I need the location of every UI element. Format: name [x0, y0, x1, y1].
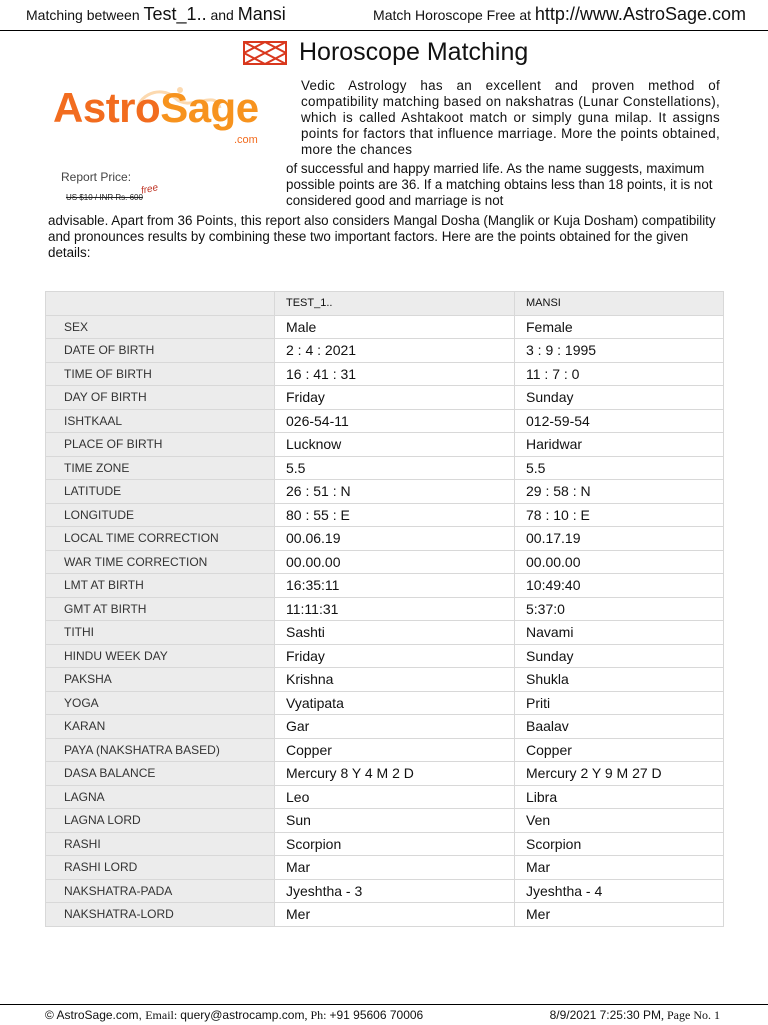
row-label: TIME ZONE — [46, 456, 275, 480]
row-value-person2: 5.5 — [515, 456, 724, 480]
row-label: DASA BALANCE — [46, 762, 275, 786]
logo-astro-text: Astro — [53, 84, 161, 131]
table-row — [46, 691, 724, 715]
table-row — [46, 409, 724, 433]
table-row — [46, 903, 724, 927]
row-label: RASHI — [46, 832, 275, 856]
row-label: HINDU WEEK DAY — [46, 644, 275, 668]
row-label: DATE OF BIRTH — [46, 339, 275, 363]
row-value-person2: Navami — [515, 621, 724, 645]
row-value-person1: Lucknow — [275, 433, 515, 457]
row-value-person2: Mar — [515, 856, 724, 880]
row-value-person2: 00.00.00 — [515, 550, 724, 574]
table-row — [46, 738, 724, 762]
logo-com-text: .com — [234, 134, 258, 146]
row-label: LAGNA LORD — [46, 809, 275, 833]
row-value-person1: Sun — [275, 809, 515, 833]
row-value-person2: Baalav — [515, 715, 724, 739]
table-row — [46, 386, 724, 410]
page-footer — [0, 1004, 768, 1025]
row-label: RASHI LORD — [46, 856, 275, 880]
row-value-person1: Krishna — [275, 668, 515, 692]
header-matching-title — [26, 4, 286, 25]
table-header-person2: MANSI — [515, 292, 724, 316]
row-label: TIME OF BIRTH — [46, 362, 275, 386]
row-label: LMT AT BIRTH — [46, 574, 275, 598]
table-row — [46, 433, 724, 457]
intro-paragraph-part2: of successful and happy married life. As the name suggests, maximum possible points are 36. If a matching obtains less than 18 points, it is not considered good and marriage is not — [286, 161, 713, 208]
table-row — [46, 339, 724, 363]
table-row — [46, 879, 724, 903]
row-value-person2: Mer — [515, 903, 724, 927]
row-value-person1: Copper — [275, 738, 515, 762]
table-row — [46, 480, 724, 504]
row-value-person2: Female — [515, 315, 724, 339]
table-header-person1: TEST_1.. — [275, 292, 515, 316]
row-value-person1: Vyatipata — [275, 691, 515, 715]
footer-email-link[interactable]: query@astrocamp.com — [180, 1008, 305, 1022]
row-value-person2: Mercury 2 Y 9 M 27 D — [515, 762, 724, 786]
table-row — [46, 597, 724, 621]
footer-datetime: 8/9/2021 7:25:30 PM — [549, 1008, 661, 1022]
report-price-label: Report Price: — [61, 170, 132, 184]
row-value-person1: Mar — [275, 856, 515, 880]
row-value-person2: 11 : 7 : 0 — [515, 362, 724, 386]
report-price-free-stamp: free — [140, 182, 160, 197]
row-label: ISHTKAAL — [46, 409, 275, 433]
row-value-person1: Scorpion — [275, 832, 515, 856]
row-value-person2: 78 : 10 : E — [515, 503, 724, 527]
row-value-person2: Scorpion — [515, 832, 724, 856]
table-body — [46, 315, 724, 926]
row-label: KARAN — [46, 715, 275, 739]
row-value-person1: Mer — [275, 903, 515, 927]
row-value-person2: Haridwar — [515, 433, 724, 457]
row-value-person1: 00.06.19 — [275, 527, 515, 551]
table-row — [46, 574, 724, 598]
row-value-person2: Priti — [515, 691, 724, 715]
astrosage-logo — [53, 84, 259, 132]
footer-copyright: © AstroSage.com, — [45, 1008, 146, 1022]
page-header — [0, 0, 768, 31]
row-value-person2: 29 : 58 : N — [515, 480, 724, 504]
header-prefix: Matching between — [26, 7, 144, 23]
row-label: PAYA (NAKSHATRA BASED) — [46, 738, 275, 762]
header-name1: Test_1.. — [143, 4, 207, 24]
row-value-person2: Ven — [515, 809, 724, 833]
row-value-person2: 00.17.19 — [515, 527, 724, 551]
row-value-person1: 00.00.00 — [275, 550, 515, 574]
row-value-person1: Friday — [275, 386, 515, 410]
table-row — [46, 785, 724, 809]
row-value-person2: 10:49:40 — [515, 574, 724, 598]
horoscope-chart-icon — [243, 41, 287, 65]
row-value-person1: 80 : 55 : E — [275, 503, 515, 527]
table-row — [46, 644, 724, 668]
intro-paragraph-part1: Vedic Astrology has an excellent and proven method of compatibility matching based on nakshatras (Lunar Constellations), which is called Ashtakoot match or simply guna milap. It assigns points for factors that influence marriage. More the points obtained, more the chances — [301, 78, 720, 157]
row-label: LAGNA — [46, 785, 275, 809]
row-value-person1: Mercury 8 Y 4 M 2 D — [275, 762, 515, 786]
report-price-value: US $10 / INR Rs. 600 — [66, 193, 143, 202]
row-value-person2: Jyeshtha - 4 — [515, 879, 724, 903]
table-row — [46, 527, 724, 551]
row-label: PAKSHA — [46, 668, 275, 692]
table-row — [46, 503, 724, 527]
row-value-person2: Sunday — [515, 386, 724, 410]
page-title: Horoscope Matching — [299, 38, 529, 66]
row-value-person1: Male — [275, 315, 515, 339]
row-value-person1: Gar — [275, 715, 515, 739]
header-url-link[interactable]: http://www.AstroSage.com — [534, 4, 746, 24]
row-value-person1: Leo — [275, 785, 515, 809]
row-value-person2: Copper — [515, 738, 724, 762]
table-row — [46, 362, 724, 386]
footer-phone-label: , Ph: — [304, 1008, 330, 1022]
footer-page-label: , Page No. — [661, 1008, 714, 1022]
intro-paragraph-part3: advisable. Apart from 36 Points, this report also considers Mangal Dosha (Manglik or Kuja Dosham) compatibility and pronounces results by combining these two important factors. Here are the points obtained for the given details: — [48, 213, 716, 260]
header-site-link — [373, 4, 746, 25]
row-label: LATITUDE — [46, 480, 275, 504]
row-label: NAKSHATRA-LORD — [46, 903, 275, 927]
row-value-person1: 2 : 4 : 2021 — [275, 339, 515, 363]
row-label: PLACE OF BIRTH — [46, 433, 275, 457]
row-value-person1: 26 : 51 : N — [275, 480, 515, 504]
logo-sage-text: Sage — [160, 84, 259, 131]
row-value-person2: 5:37:0 — [515, 597, 724, 621]
title-row — [243, 38, 528, 67]
row-value-person1: 16:35:11 — [275, 574, 515, 598]
row-label: LOCAL TIME CORRECTION — [46, 527, 275, 551]
row-label: YOGA — [46, 691, 275, 715]
footer-page-number: 1 — [714, 1008, 720, 1022]
row-label: DAY OF BIRTH — [46, 386, 275, 410]
table-row — [46, 621, 724, 645]
table-row — [46, 832, 724, 856]
row-label: GMT AT BIRTH — [46, 597, 275, 621]
row-value-person1: Friday — [275, 644, 515, 668]
footer-page-info — [550, 1008, 720, 1023]
table-row — [46, 456, 724, 480]
row-value-person1: 5.5 — [275, 456, 515, 480]
birth-details-table — [45, 291, 724, 927]
header-right-prefix: Match Horoscope Free at — [373, 7, 535, 23]
row-value-person1: 11:11:31 — [275, 597, 515, 621]
row-label: WAR TIME CORRECTION — [46, 550, 275, 574]
row-value-person1: 16 : 41 : 31 — [275, 362, 515, 386]
footer-email-label: Email: — [145, 1008, 181, 1022]
table-row — [46, 715, 724, 739]
table-row — [46, 668, 724, 692]
table-row — [46, 809, 724, 833]
table-header-blank — [46, 292, 275, 316]
row-value-person2: 3 : 9 : 1995 — [515, 339, 724, 363]
row-label: TITHI — [46, 621, 275, 645]
header-name2: Mansi — [237, 4, 286, 24]
table-row — [46, 856, 724, 880]
row-label: LONGITUDE — [46, 503, 275, 527]
row-value-person2: Shukla — [515, 668, 724, 692]
table-row — [46, 550, 724, 574]
table-row — [46, 762, 724, 786]
row-value-person2: Sunday — [515, 644, 724, 668]
table-header-row — [46, 292, 724, 316]
row-label: NAKSHATRA-PADA — [46, 879, 275, 903]
row-value-person1: Sashti — [275, 621, 515, 645]
row-value-person2: 012-59-54 — [515, 409, 724, 433]
row-value-person2: Libra — [515, 785, 724, 809]
row-label: SEX — [46, 315, 275, 339]
table-row — [46, 315, 724, 339]
footer-phone: +91 95606 70006 — [329, 1008, 424, 1022]
row-value-person1: 026-54-11 — [275, 409, 515, 433]
row-value-person1: Jyeshtha - 3 — [275, 879, 515, 903]
footer-contact — [45, 1008, 423, 1023]
header-and: and — [206, 7, 238, 23]
